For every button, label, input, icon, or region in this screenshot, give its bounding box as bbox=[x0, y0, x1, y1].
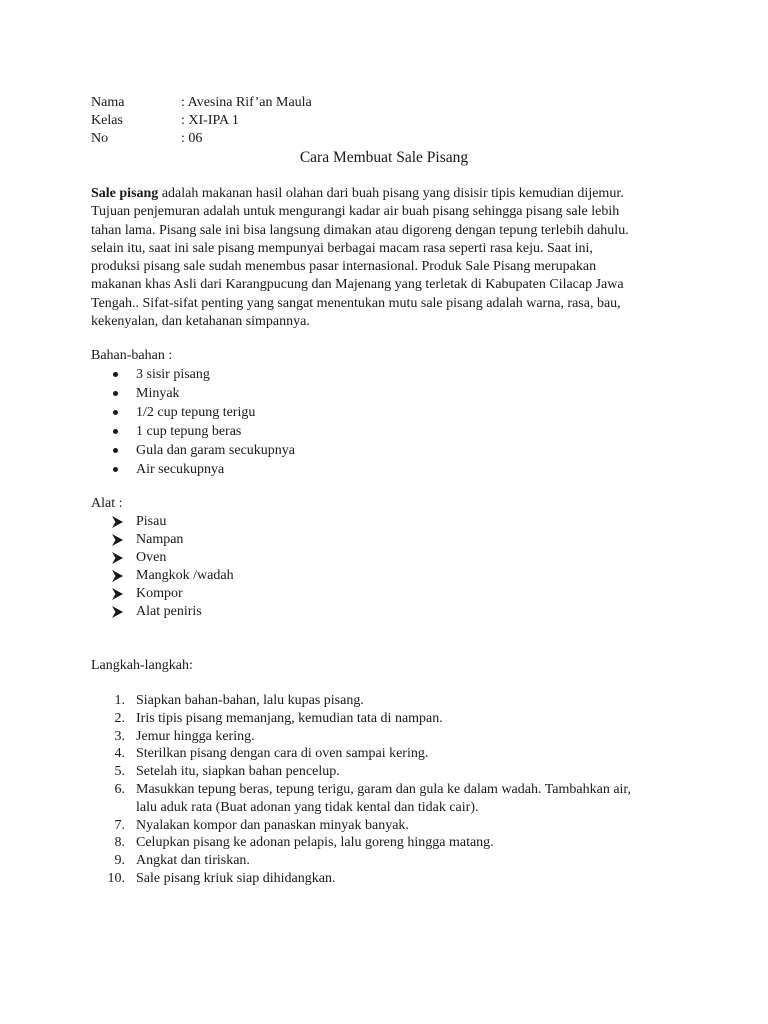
bahan-item-text: 3 sisir pisang bbox=[136, 367, 210, 382]
bahan-item-text: 1 cup tepung beras bbox=[136, 424, 242, 439]
no-row bbox=[91, 130, 312, 148]
langkah-heading: Langkah-langkah: bbox=[91, 658, 193, 673]
bullet-dot-icon bbox=[113, 448, 118, 453]
bahan-item-text: Minyak bbox=[136, 386, 180, 401]
no-label: No bbox=[91, 131, 109, 146]
langkah-number: 9. bbox=[114, 853, 125, 869]
intro-line: Tengah.. Sifat-sifat penting yang sangat menentukan mutu sale pisang adalah warna, rasa, bau, bbox=[91, 295, 621, 311]
intro-bold-term: Sale pisang bbox=[91, 186, 159, 201]
bahan-item-text: Gula dan garam secukupnya bbox=[136, 443, 295, 458]
langkah-item bbox=[91, 852, 631, 870]
alat-item-text: Alat peniris bbox=[136, 604, 202, 619]
bahan-item-text: Air secukupnya bbox=[136, 462, 225, 477]
langkah-item bbox=[91, 692, 631, 710]
intro-paragraph bbox=[91, 185, 676, 331]
alat-item-text: Mangkok /wadah bbox=[136, 568, 234, 583]
langkah-text: Jemur hingga kering. bbox=[136, 728, 255, 744]
alat-item-text: Kompor bbox=[136, 586, 183, 601]
langkah-number: 8. bbox=[114, 835, 125, 851]
langkah-text-continued: lalu aduk rata (Buat adonan yang tidak kental dan tidak cair). bbox=[136, 799, 479, 815]
kelas-row bbox=[91, 112, 312, 130]
arrow-bullet-icon bbox=[112, 570, 123, 582]
langkah-item bbox=[91, 817, 631, 835]
arrow-bullet-icon bbox=[112, 552, 123, 564]
intro-line bbox=[91, 185, 676, 203]
nama-label: Nama bbox=[91, 95, 125, 110]
bullet-dot-icon bbox=[113, 391, 118, 396]
bullet-dot-icon bbox=[113, 429, 118, 434]
langkah-text: Masukkan tepung beras, tepung terigu, garam dan gula ke dalam wadah. Tambahkan air, bbox=[136, 781, 632, 797]
langkah-number: 4. bbox=[114, 746, 125, 762]
alat-item-text: Oven bbox=[136, 550, 167, 565]
intro-line: selain itu, saat ini sale pisang mempunyai berbagai macam rasa seperti rasa keju. Saat ini, bbox=[91, 240, 593, 256]
langkah-text: Setelah itu, siapkan bahan pencelup. bbox=[136, 764, 340, 780]
bahan-item-text: 1/2 cup tepung terigu bbox=[136, 405, 256, 420]
langkah-item bbox=[91, 781, 631, 817]
arrow-bullet-icon bbox=[112, 588, 123, 600]
langkah-number: 10. bbox=[107, 870, 125, 886]
langkah-text: Sterilkan pisang dengan cara di oven sampai kering. bbox=[136, 746, 429, 762]
alat-heading: Alat : bbox=[91, 496, 123, 511]
arrow-bullet-icon bbox=[112, 534, 123, 546]
document-title: Cara Membuat Sale Pisang bbox=[299, 149, 469, 166]
intro-line: makanan khas Asli dari Karangpucung dan Majenang yang terletak di Kabupaten Cilacap Jawa bbox=[91, 277, 624, 293]
arrow-bullet-icon bbox=[112, 516, 123, 528]
bullet-dot-icon bbox=[113, 467, 118, 472]
bullet-dot-icon bbox=[113, 372, 118, 377]
langkah-item bbox=[91, 763, 631, 781]
langkah-number: 3. bbox=[114, 728, 125, 744]
intro-line: kekenyalan, dan ketahanan simpannya. bbox=[91, 314, 310, 330]
langkah-item bbox=[91, 870, 631, 888]
langkah-text: Iris tipis pisang memanjang, kemudian tata di nampan. bbox=[136, 710, 443, 726]
intro-line-text: adalah makanan hasil olahan dari buah pisang yang disisir tipis kemudian dijemur. bbox=[158, 186, 624, 201]
alat-item-text: Nampan bbox=[136, 532, 184, 547]
langkah-text: Nyalakan kompor dan panaskan minyak banyak. bbox=[136, 817, 409, 833]
langkah-text: Siapkan bahan-bahan, lalu kupas pisang. bbox=[136, 693, 364, 708]
nama-value: : Avesina Rif’an Maula bbox=[181, 95, 312, 110]
langkah-number: 6. bbox=[114, 781, 125, 797]
langkah-item bbox=[91, 745, 631, 763]
langkah-number: 5. bbox=[114, 764, 125, 780]
langkah-text: Celupkan pisang ke adonan pelapis, lalu goreng hingga matang. bbox=[136, 835, 494, 851]
nama-row bbox=[91, 94, 312, 112]
bullet-dot-icon bbox=[113, 410, 118, 415]
kelas-label: Kelas bbox=[91, 113, 123, 128]
langkah-item bbox=[91, 728, 631, 746]
langkah-list bbox=[91, 692, 631, 888]
arrow-bullet-icon bbox=[112, 606, 123, 618]
student-info bbox=[91, 94, 312, 148]
bahan-heading: Bahan-bahan : bbox=[91, 348, 173, 363]
intro-line: tahan lama. Pisang sale ini bisa langsung dimakan atau digoreng dengan tepung terlebih dahulu. bbox=[91, 222, 629, 238]
langkah-text: Sale pisang kriuk siap dihidangkan. bbox=[136, 870, 336, 886]
langkah-number: 7. bbox=[114, 817, 125, 833]
langkah-item bbox=[91, 834, 631, 852]
no-value: : 06 bbox=[181, 131, 203, 146]
langkah-number: 1. bbox=[114, 693, 125, 708]
intro-line: produksi pisang sale sudah menembus pasar internasional. Produk Sale Pisang merupakan bbox=[91, 259, 597, 275]
langkah-item bbox=[91, 710, 631, 728]
intro-line: Tujuan penjemuran adalah untuk mengurangi kadar air buah pisang sehingga pisang sale lebih bbox=[91, 204, 620, 220]
alat-item-text: Pisau bbox=[136, 514, 167, 529]
langkah-number: 2. bbox=[114, 710, 125, 726]
langkah-text: Angkat dan tiriskan. bbox=[136, 853, 250, 869]
kelas-value: : XI-IPA 1 bbox=[181, 113, 239, 128]
